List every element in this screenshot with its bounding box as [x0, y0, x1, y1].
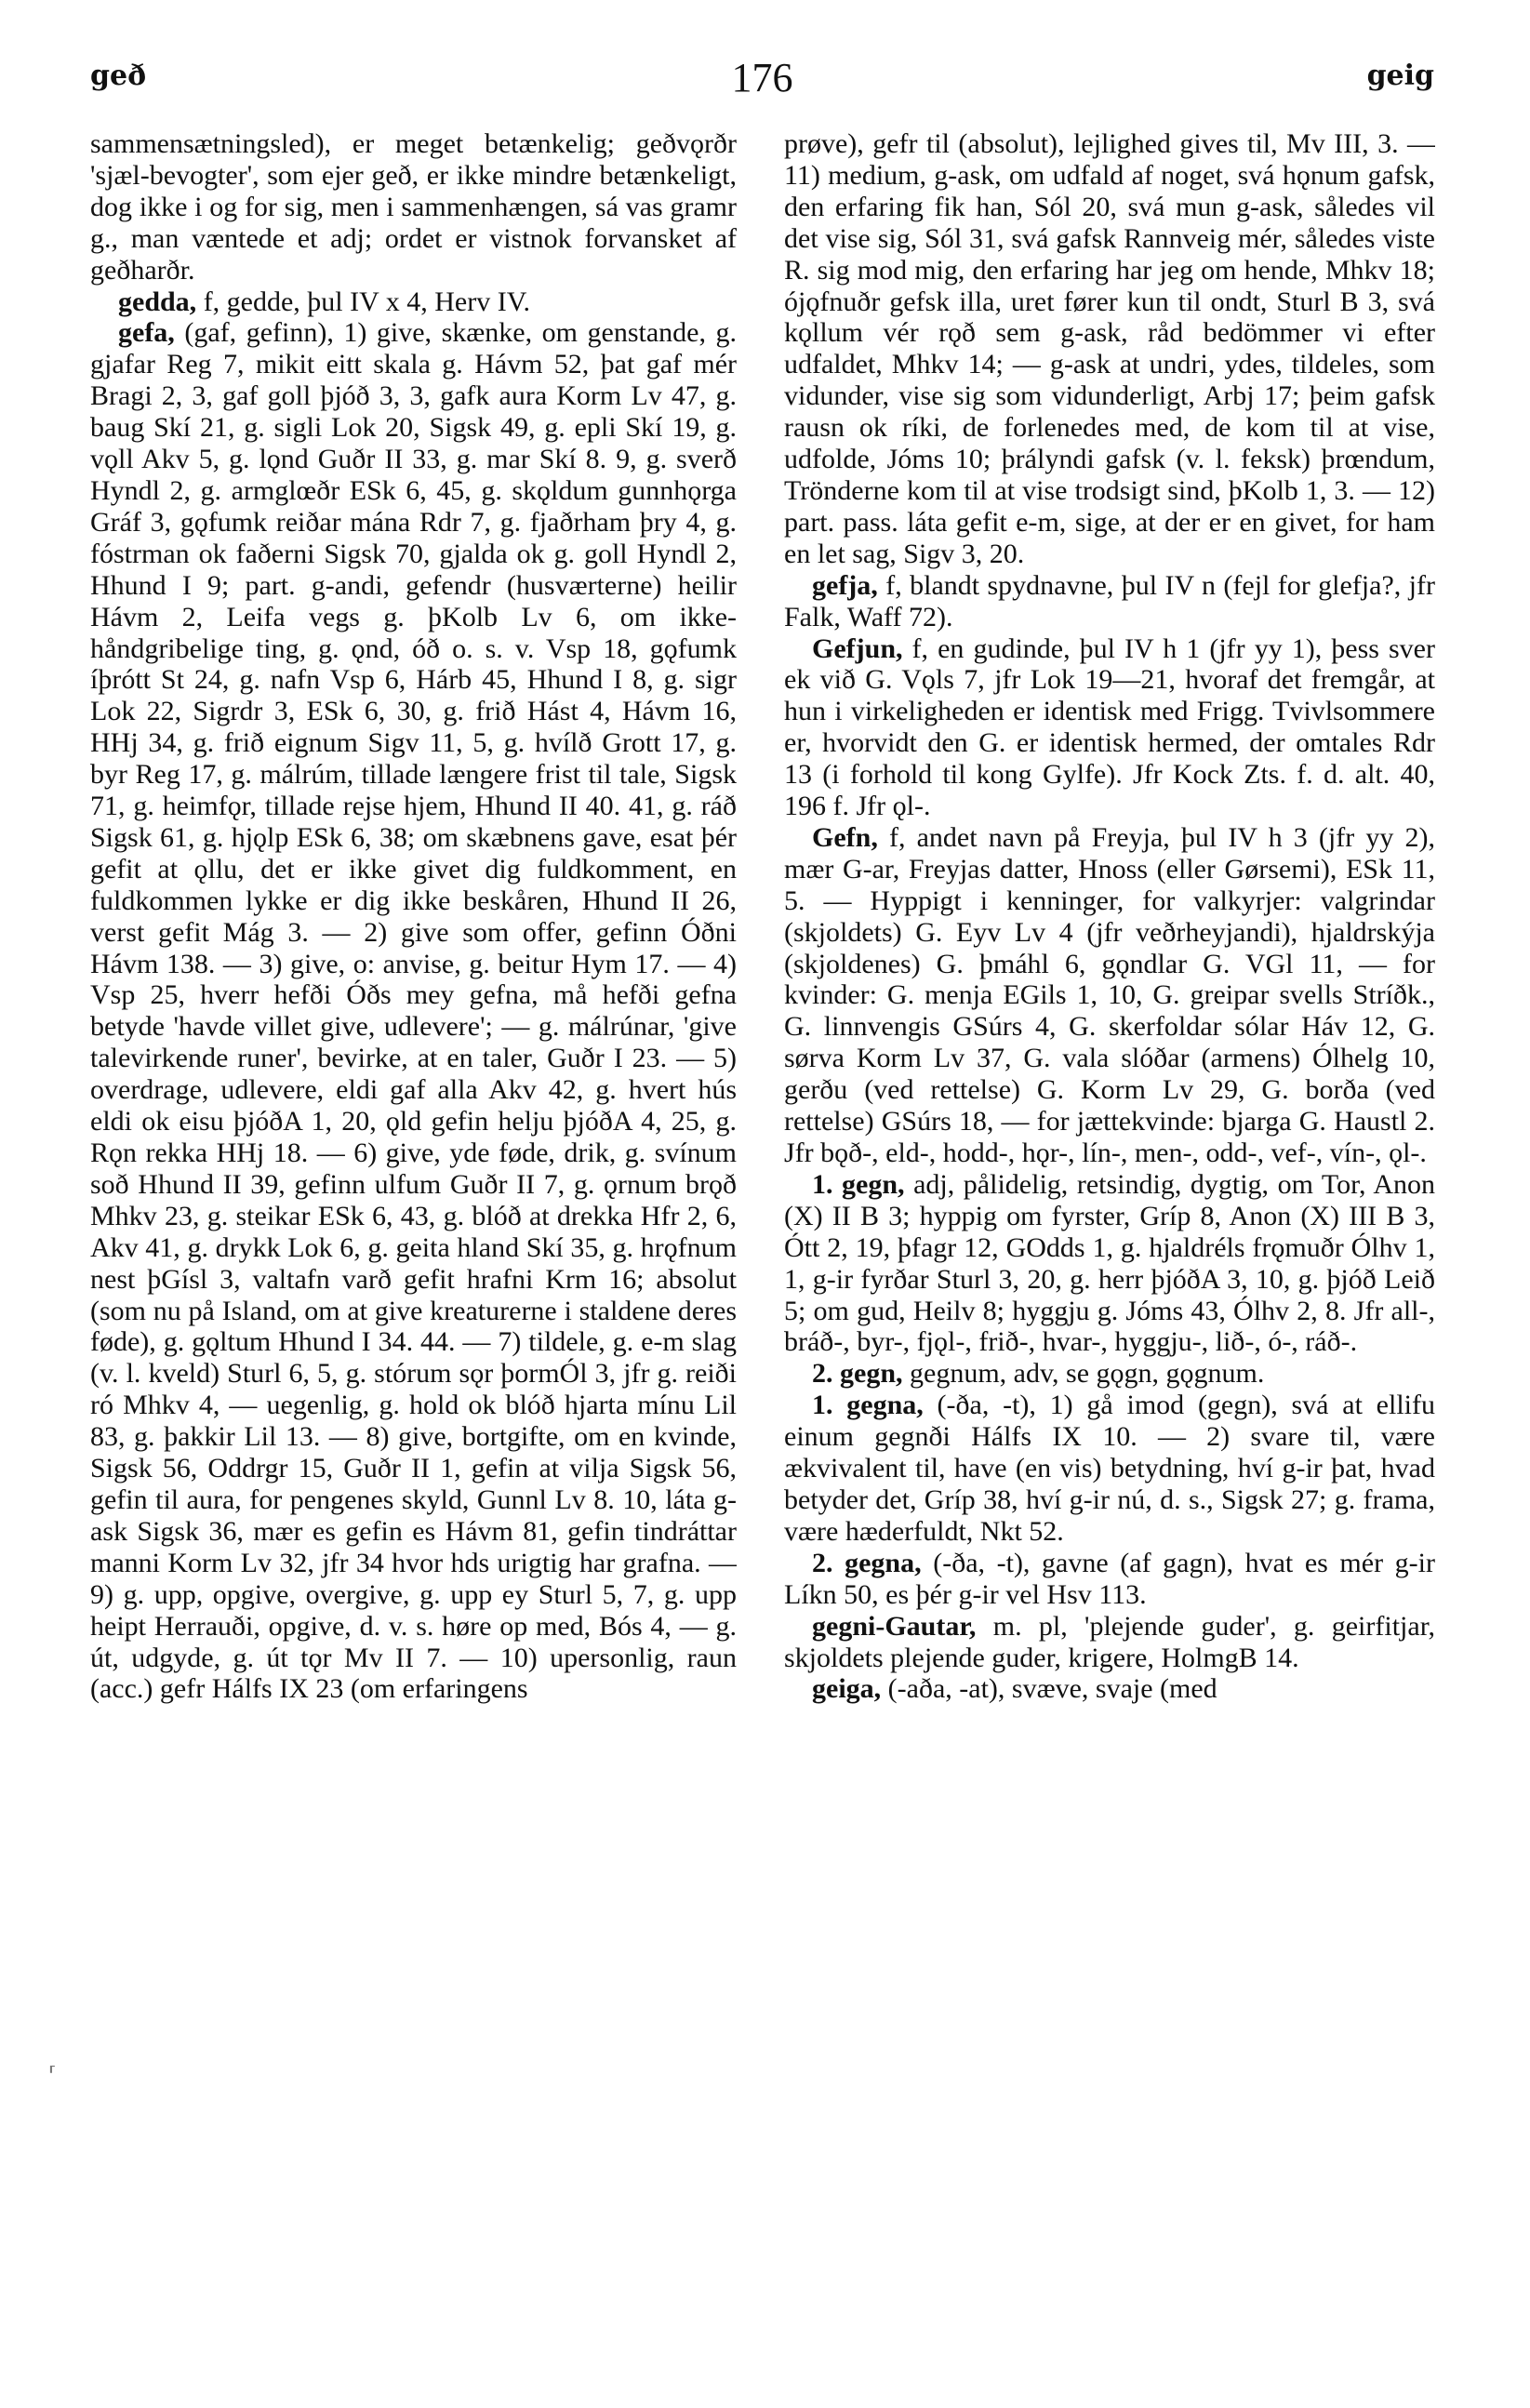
entry-headword: Gefjun, — [812, 632, 903, 664]
entry-gegna-2 — [784, 1548, 1435, 1611]
entry-text: (gaf, gefinn), 1) give, skænke, om genstande, g. gjafar Reg 7, mikit eitt skala g. Hávm 52, þat gaf mér Bragi 2, 3, gaf goll þjóð 3, 3, gafk aura Korm Lv 47, g. baug Skí 21, g. sigli Lok 20, Sigsk 49, g. epli Skí 19, g. vǫll Akv 5, g. lǫnd Guðr II 33, g. mar Skí 8. 9, g. sverð Hyndl 2, g. armglœðr ESk 6, 45, g. skǫldum gunnhǫrga Gráf 3, gǫfumk reiðar mána Rdr 7, g. fjaðrham þry 4, g. fóstrman ok faðerni Sigsk 70, gjalda ok g. goll Hyndl 2, Hhund I 9; part. g-andi, gefendr (husværterne) heilir Hávm 2, Leifa vegs g. þKolb Lv 6, om ikke-håndgribelige ting, g. ǫnd, óð o. s. v. Vsp 18, gǫfumk íþrótt St 24, g. nafn Vsp 6, Hárb 45, Hhund I 8, g. sigr Lok 22, Sigrdr 3, ESk 6, 30, g. frið Hást 4, Hávm 16, HHj 34, g. frið eignum Sigv 11, 5, g. hvílð Grott 17, g. byr Reg 17, g. málrúm, tillade længere frist til tale, Sigsk 71, g. heimfǫr, tillade rejse hjem, Hhund II 40. 41, g. ráð Sigsk 61, g. hjǫlp ESk 6, 38; om skæbnens gave, esat þér gefit at ǫllu, det er ikke givet dig fuldkomment, en fuldkommen lykke er dig ikke beskåren, Hhund II 26, verst gefit Mág 3. — 2) give som offer, gefinn Óðni Hávm 138. — 3) give, o: anvise, g. beitur Hym 17. — 4) Vsp 25, hverr hefði Óðs mey gefna, må hefði gefna betyde 'havde villet give, udlevere'; — g. málrúnar, 'give talevirkende runer', bevirke, at en taler, Guðr I 23. — 5) overdrage, udlevere, eldi gaf alla Akv 42, g. hvert hús eldi ok eisu þjóðA 1, 20, ǫld gefin helju þjóðA 4, 25, g. Rǫn rekka HHj 18. — 6) give, yde føde, drik, g. svínum soð Hhund II 39, gefinn ulfum Guðr II 7, g. ǫrnum brǫð Mhkv 23, g. steikar ESk 6, 43, g. blóð at drekka Hfr 2, 6, Akv 41, g. drykk Lok 6, g. geita hland Skí 35, g. hrǫfnum nest þGísl 3, valtafn varð gefit hrafni Krm 16; absolut (som nu på Island, om at give kreaturerne i staldene deres føde), g. gǫltum Hhund I 34. 44. — 7) tildele, g. e-m slag (v. l. kveld) Sturl 6, 5, g. stórum sǫr þormÓl 3, jfr g. reiði ró Mhkv 4, — uegenlig, g. hold ok blóð hjarta mínu Lil 83, g. þakkir Lil 13. — 8) give, bortgifte, om en kvinde, Sigsk 56, Oddrgr 15, Guðr II 1, gefin at vilja Sigsk 56, gefin til aura, for pengenes skyld, Gunnl Lv 8. 10, láta g-ask Sigsk 36, mær es gefin es Hávm 81, gefin tindráttar manni Korm Lv 32, jfr 34 hvor hds urigtig har grafna. — 9) g. upp, opgive, overgive, g. upp ey Sturl 5, 7, g. upp heipt Herrauði, opgive, d. v. s. høre op med, Bós 4, — g. út, udgyde, g. út tǫr Mv II 7. — 10) upersonlig, raun (acc.) gefr Hálfs IX 23 (om erfaringens — [90, 317, 737, 1705]
entry-text: adj, pålidelig, retsindig, dygtig, om Tor, Anon (X) II B 3; hyppig om fyrster, Gríp 8, Anon (X) III B 3, Ótt 2, 19, þfagr 12, GOdds 1, g. hjaldréls frǫmuðr Ólhv 1, 1, g-ir fyrðar Sturl 3, 20, g. herr þjóðA 3, 10, g. þjóð Leið 5; om gud, Heilv 8; hyggju g. Jóms 43, Ólhv 2, 8. Jfr all-, bráð-, byr-, fjǫl-, frið-, hvar-, hyggju-, lið-, ó-, ráð-. — [784, 1168, 1435, 1358]
entry-gegn-1 — [784, 1169, 1435, 1358]
entry-text: f, blandt spydnavne, þul IV n (fejl for glefja?, jfr Falk, Waff 72). — [784, 569, 1435, 632]
entry-gefa — [90, 317, 737, 1705]
right-guide-word: geig — [1366, 60, 1434, 92]
entry-text: (-aða, -at), svæve, svaje (med — [881, 1673, 1217, 1705]
entry-headword: gefja, — [812, 569, 878, 601]
right-column — [784, 128, 1435, 2361]
entry-text: m. pl, 'plejende guder', g. geirfitjar, skjoldets plejende guder, krigere, HolmgB 14. — [784, 1610, 1435, 1673]
page-number: 176 — [731, 55, 793, 100]
entry-text: (-ða, -t), 1) gå imod (gegn), svá at ellifu einum gegnði Hálfs IX 10. — 2) svare til, være ækvivalent til, have (en vis) betydning, hví g-ir þat, hvad betyder det, Gríp 38, hví g-ir nú, d. s., Sigsk 27; g. frama, være hæderfuldt, Nkt 52. — [784, 1390, 1435, 1547]
entry-gefja — [784, 570, 1435, 633]
entry-gegna-1 — [784, 1390, 1435, 1548]
entry-text: (-ða, -t), gavne (af gagn), hvat es mér g-ir Líkn 50, es þér g-ir vel Hsv 113. — [784, 1547, 1435, 1610]
entry-gefjun — [784, 633, 1435, 822]
entry-headword: 1. gegn, — [812, 1168, 905, 1200]
entry-gegni-gautar — [784, 1611, 1435, 1674]
entry-geiga — [784, 1673, 1435, 1705]
entry-text: sammensætningsled), er meget betænkelig; geðvǫrðr 'sjæl-bevogter', som ejer geð, er ikke mindre betænkeligt, dog ikke i og for sig, men i sammenhængen, sá vas gramr g., man væntede et adj; ordet er vistnok forvansket af geðharðr. — [90, 128, 737, 286]
entry-text: prøve), gefr til (absolut), lejlighed gives til, Mv III, 3. — 11) medium, g-ask, om udfald af noget, svá hǫnum gafsk, den erfaring fik han, Sól 20, svá mun g-ask, således vil det vise sig, Sól 31, svá gafsk Rannveig mér, således viste R. sig mod mig, den erfaring har jeg om hende, Mhkv 18; ójǫfnuðr gefsk illa, uret fører kun til ondt, Sturl B 3, svá kǫllum vér rǫð sem g-ask, råd bedömmer vi efter udfaldet, Mhkv 14; — g-ask at undri, ydes, tildeles, som vidunder, vise sig som vidunderligt, Arbj 17; þeim gafsk rausn ok ríki, de forlenedes med, de kom til at vise, udfolde, Jóms 10; þrályndi gafsk (v. l. feksk) þrœndum, Trönderne kom til at vise trodsigt sind, þKolb 1, 3. — 12) part. pass. láta gefit e-m, sige, at der er en givet, for ham en let sag, Sigv 3, 20. — [784, 128, 1435, 569]
page-header — [90, 54, 1434, 106]
left-column — [90, 128, 737, 2361]
entry-continuation — [784, 128, 1435, 570]
entry-text: f, gedde, þul IV x 4, Herv IV. — [196, 286, 531, 317]
entry-headword: 2. gegn, — [812, 1358, 903, 1390]
entry-gegn-2 — [784, 1358, 1435, 1390]
entry-continuation — [90, 128, 737, 286]
entry-headword: gegni-Gautar, — [812, 1610, 977, 1642]
entry-headword: gedda, — [118, 286, 197, 317]
entry-headword: gefa, — [118, 317, 175, 349]
margin-mark: ⸢ — [48, 2063, 57, 2086]
entry-gefn — [784, 822, 1435, 1169]
entry-text: f, en gudinde, þul IV h 1 (jfr yy 1), þess sver ek við G. Vǫls 7, jfr Lok 19—21, hvoraf det fremgår, at hun i virkeligheden er identisk med Frigg. Tvivlsommere er, hvorvidt den G. er identisk hermed, der omtales Rdr 13 (i forhold til kong Gylfe). Jfr Kock Zts. f. d. alt. 40, 196 f. Jfr ǫl-. — [784, 632, 1435, 822]
entry-text: gegnum, adv, se gǫgn, gǫgnum. — [902, 1358, 1265, 1390]
left-guide-word: geð — [90, 60, 147, 92]
entry-text: f, andet navn på Freyja, þul IV h 3 (jfr yy 2), mær G-ar, Freyjas datter, Hnoss (eller Gørsemi), ESk 11, 5. — Hyppigt i kenninger, for valkyrjer: valgrindar (skjoldets) G. Eyv Lv 4 (jfr veðrheyjandi), hjaldrskýja (skjoldenes) G. þmáhl 6, gǫndlar G. VGl 11, — for kvinder: G. menja EGils 1, 10, G. greipar svells Stríðk., G. linnvengis GSúrs 4, G. skerfoldar sólar Háv 12, G. sørva Korm Lv 37, G. vala slóðar (armens) Ólhelg 10, gerðu (ved rettelse) G. Korm Lv 29, G. borða (ved rettelse) GSúrs 18, — for jættekvinde: bjarga G. Haustl 2. Jfr bǫð-, eld-, hodd-, hǫr-, lín-, men-, odd-, vef-, vín-, ǫl-. — [784, 821, 1435, 1168]
entry-headword: 2. gegna, — [812, 1547, 922, 1578]
entry-headword: 1. gegna, — [812, 1390, 924, 1421]
entry-gedda — [90, 286, 737, 318]
entry-headword: Gefn, — [812, 821, 878, 853]
entry-headword: geiga, — [812, 1673, 882, 1705]
